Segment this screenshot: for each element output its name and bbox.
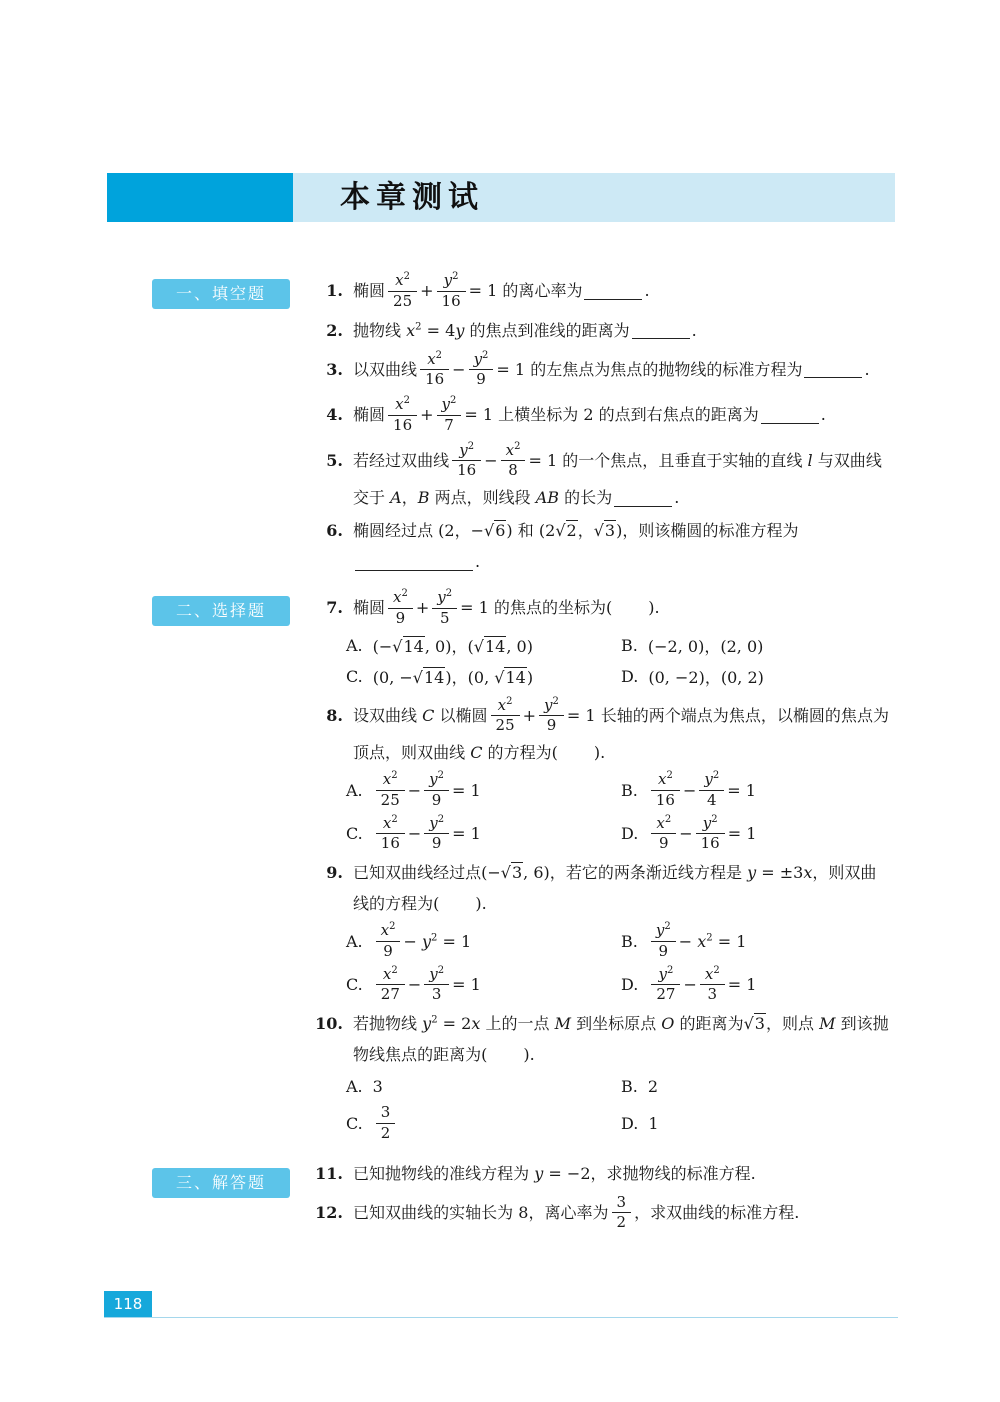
fraction: $\frac{y^2}{16}$ (437, 273, 466, 310)
option-A (346, 634, 621, 657)
question-number: 5. (326, 450, 343, 470)
text-run: = 1 上横坐标为 2 的点到右焦点的距离为 (464, 405, 759, 425)
question-10 (313, 1010, 913, 1144)
option-label: A. (346, 636, 363, 655)
text-run: = 1 的离心率为 (468, 281, 583, 301)
question-4 (313, 395, 913, 436)
text-run: = 1 (727, 824, 757, 844)
question-9 (313, 859, 913, 1005)
section-label: 一、填空题 (152, 279, 290, 309)
option-D (621, 665, 764, 688)
fraction: $\frac{y^2}{9}$ (424, 772, 449, 809)
section-label: 二、选择题 (152, 596, 290, 626)
question-line (313, 1010, 913, 1038)
option-A (346, 1077, 621, 1096)
option-label: D. (621, 1113, 639, 1133)
radicand: 14 (484, 637, 506, 656)
text-run: = 1 长轴的两个端点为焦点，以椭圆的焦点为 (566, 705, 889, 725)
text-run: (−2, 0)，(2, 0) (647, 637, 764, 656)
option-D (621, 1114, 659, 1133)
question-line (313, 588, 913, 629)
fraction: $\frac{y^2}{4}$ (699, 772, 724, 809)
option-label: C. (346, 667, 363, 686)
option-C (346, 1103, 621, 1144)
question-line (313, 1160, 913, 1188)
option-row (313, 1072, 913, 1100)
fraction: $\frac{x^2}{16}$ (388, 397, 417, 434)
text-run: − (407, 824, 422, 844)
option-row (313, 770, 913, 811)
text-run: − (407, 780, 422, 800)
text-run: 已知双曲线经过点(−√3, 6)，若它的两条渐近线方程是 y = ±3x，则双曲 (353, 863, 877, 882)
text-run: = 1 (452, 824, 481, 844)
text-run: 抛物线 $x^2 = 4y$ 的焦点到准线的距离为 (353, 320, 630, 340)
question-2 (313, 317, 913, 345)
section-3 (0, 1160, 1000, 1234)
option-label: B. (621, 780, 638, 800)
text-run: 椭圆经过点 (2，−√6) 和 (2√2，√3)，则该椭圆的标准方程为 (353, 521, 799, 540)
question-11 (313, 1160, 913, 1188)
option-label: B. (621, 931, 638, 951)
question-line (313, 517, 913, 545)
page-title: 本章测试 (340, 180, 484, 215)
question-line (313, 859, 913, 887)
text-run: 已知抛物线的准线方程为 y = −2，求抛物线的标准方程. (353, 1163, 756, 1183)
question-number: 2. (326, 320, 343, 340)
option-row (313, 632, 913, 660)
fraction: $\frac{x^2}{27}$ (376, 967, 405, 1004)
text-run: . (691, 320, 697, 340)
option-row (313, 663, 913, 691)
text-run: 椭圆 (353, 281, 386, 301)
fraction: $\frac{y^2}{9}$ (651, 923, 676, 960)
answer-blank (761, 407, 819, 424)
text-run: 若经过双曲线 (353, 450, 450, 470)
fraction: $\frac{y^2}{16}$ (452, 443, 481, 480)
fraction: $\frac{y^2}{5}$ (432, 590, 457, 627)
questions-area (0, 268, 1000, 1238)
text-run: 交于 A，B 两点，则线段 AB 的长为 (353, 488, 613, 507)
question-number: 1. (326, 281, 343, 301)
question-line (313, 484, 913, 512)
fraction: $\frac{x^2}{9}$ (651, 816, 676, 853)
text-run: 以双曲线 (353, 359, 418, 379)
question-line (313, 441, 913, 482)
section-1 (0, 271, 1000, 576)
text-run: 已知双曲线的实轴长为 8，离心率为 (353, 1202, 609, 1222)
text-run: 2 (647, 1076, 659, 1096)
text-run: + (415, 598, 430, 618)
question-number: 12. (315, 1202, 343, 1222)
fraction: $\frac{y^2}{9}$ (424, 816, 449, 853)
fraction: $\frac{y^2}{9}$ (539, 698, 564, 735)
option-row (313, 921, 913, 962)
fraction: $\frac{3}{2}$ (376, 1105, 396, 1142)
fraction: $\frac{x^2}{25}$ (388, 273, 417, 310)
fraction: $\frac{y^2}{27}$ (651, 967, 680, 1004)
question-1 (313, 271, 913, 312)
option-label: B. (621, 636, 638, 655)
option-label: C. (346, 1113, 363, 1133)
question-line (313, 395, 913, 436)
fraction: $\frac{x^2}{8}$ (501, 443, 526, 480)
radicand: 3 (754, 1014, 765, 1033)
question-line (313, 548, 913, 576)
option-label: B. (621, 1076, 638, 1096)
fraction: $\frac{x^2}{25}$ (491, 698, 520, 735)
fraction: $\frac{x^2}{16}$ (420, 352, 449, 389)
section-2 (0, 588, 1000, 1144)
question-5 (313, 441, 913, 513)
radicand: 14 (505, 668, 526, 687)
option-row (313, 965, 913, 1006)
text-run: = 1 (727, 975, 757, 995)
question-number: 11. (315, 1163, 343, 1183)
option-D (621, 965, 756, 1006)
fraction: $\frac{x^2}{16}$ (376, 816, 405, 853)
text-run: 设双曲线 C 以椭圆 (353, 705, 488, 725)
text-run: − (682, 780, 697, 800)
option-B (621, 921, 746, 962)
fraction: $\frac{x^2}{9}$ (376, 923, 401, 960)
question-7 (313, 588, 913, 691)
question-3 (313, 350, 913, 391)
text-run: − (679, 824, 693, 844)
text-run: 线的方程为( ). (353, 894, 487, 913)
radicand: 6 (495, 521, 506, 540)
option-label: A. (346, 1076, 363, 1096)
option-C (346, 965, 621, 1006)
fraction: $\frac{x^2}{9}$ (388, 590, 413, 627)
question-line (313, 696, 913, 737)
fraction: $\frac{x^2}{3}$ (700, 967, 725, 1004)
text-run: 1 (648, 1113, 659, 1133)
option-C (346, 814, 621, 855)
text-run: 椭圆 (353, 405, 386, 425)
question-line (313, 739, 913, 767)
question-line (313, 317, 913, 345)
text-run: . (674, 488, 680, 507)
text-run: 物线焦点的距离为( ). (353, 1045, 535, 1064)
fraction: $\frac{x^2}{25}$ (376, 772, 405, 809)
text-run: ，求双曲线的标准方程. (634, 1202, 800, 1222)
text-run: + (420, 405, 434, 425)
fraction: $\frac{y^2}{9}$ (469, 352, 494, 389)
text-run: − $x^2 = 1$ (678, 931, 747, 951)
text-run: = 1 (452, 780, 481, 800)
option-row (313, 1103, 913, 1144)
text-run: 顶点，则双曲线 C 的方程为( ). (353, 743, 606, 762)
option-label: D. (621, 667, 639, 686)
question-list (313, 1160, 913, 1234)
text-run: − (683, 975, 697, 995)
question-number: 10. (315, 1014, 343, 1033)
radicand: 3 (604, 521, 616, 540)
option-row (313, 814, 913, 855)
text-run: + (522, 705, 537, 725)
text-run: − $y^2 = 1$ (403, 931, 472, 951)
text-run: = 1 的焦点的坐标为( ). (460, 598, 660, 618)
question-line (313, 890, 913, 918)
footer-rule (104, 1317, 898, 1318)
option-label: C. (346, 975, 363, 995)
question-8 (313, 696, 913, 855)
text-run: (0, −2)，(0, 2) (648, 668, 764, 687)
question-number: 8. (326, 705, 343, 725)
radicand: 14 (403, 637, 424, 656)
text-run: (−√14, 0)，(√14, 0) (372, 637, 533, 656)
option-A (346, 921, 621, 962)
text-run: = 1 的一个焦点，且垂直于实轴的直线 l 与双曲线 (528, 450, 882, 470)
question-6 (313, 517, 913, 576)
fraction: $\frac{y^2}{3}$ (424, 967, 449, 1004)
text-run: 椭圆 (353, 598, 386, 618)
question-number: 6. (326, 521, 343, 540)
option-B (621, 770, 756, 811)
question-line (313, 1193, 913, 1234)
text-run: 3 (372, 1076, 383, 1096)
question-number: 7. (326, 598, 343, 618)
question-line (313, 350, 913, 391)
question-number: 4. (326, 405, 343, 425)
answer-blank (614, 490, 672, 507)
answer-blank (584, 283, 642, 300)
answer-blank (632, 322, 690, 339)
question-number: 9. (326, 863, 343, 882)
question-12 (313, 1193, 913, 1234)
text-run: . (864, 359, 870, 379)
question-list (313, 271, 913, 576)
text-run: − (484, 450, 498, 470)
fraction: $\frac{3}{2}$ (612, 1195, 632, 1232)
fraction: $\frac{x^2}{16}$ (651, 772, 680, 809)
option-C (346, 665, 621, 688)
option-D (621, 814, 756, 855)
text-run: = 1 (727, 780, 756, 800)
answer-blank (355, 554, 473, 571)
text-run: . (820, 405, 826, 425)
question-list (313, 588, 913, 1144)
option-label: A. (346, 780, 363, 800)
question-line (313, 271, 913, 312)
text-run: + (420, 281, 434, 301)
answer-blank (804, 361, 862, 378)
page-number-badge: 118 (104, 1291, 152, 1317)
option-label: C. (346, 824, 363, 844)
question-line (313, 1041, 913, 1069)
fraction: $\frac{y^2}{7}$ (437, 397, 462, 434)
text-run: − (452, 359, 466, 379)
header-accent-block (107, 173, 293, 222)
question-number: 3. (326, 359, 343, 379)
radicand: 3 (511, 863, 523, 882)
text-run: − (407, 975, 422, 995)
fraction: $\frac{y^2}{16}$ (696, 816, 725, 853)
text-run: = 1 的左焦点为焦点的抛物线的标准方程为 (496, 359, 803, 379)
option-A (346, 770, 621, 811)
text-run: . (475, 552, 481, 571)
option-label: A. (346, 931, 363, 951)
text-run: = 1 (452, 975, 481, 995)
radicand: 2 (566, 521, 577, 540)
option-label: D. (621, 975, 639, 995)
option-label: D. (621, 824, 639, 844)
section-label: 三、解答题 (152, 1168, 290, 1198)
option-B (621, 634, 763, 657)
text-run: 若抛物线 $y^2 = 2x$ 上的一点 M 到坐标原点 O 的距离为√3，则点 M 到该抛 (353, 1014, 889, 1033)
option-B (621, 1077, 658, 1096)
radicand: 14 (424, 668, 445, 687)
text-run: . (644, 281, 650, 301)
text-run: (0, −√14)，(0, √14) (372, 668, 534, 687)
